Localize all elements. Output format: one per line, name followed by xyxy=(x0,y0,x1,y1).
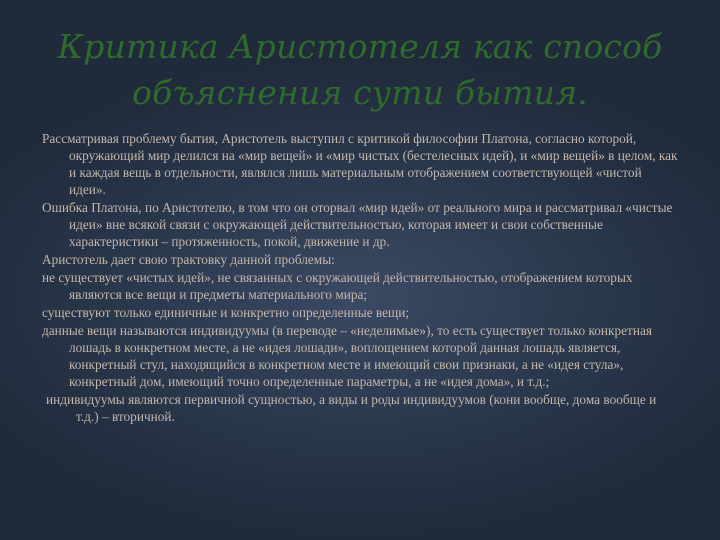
paragraph-single-things: существуют только единичные и конкретно определенные вещи; xyxy=(42,305,410,320)
paragraph-aristotle-view: Аристотель дает свою трактовку данной проблемы: xyxy=(42,252,335,267)
paragraph-no-pure-ideas: не существует «чистых идей», не связанных с окружающей действительностью, отображением которых являются все вещи и предметы материального мира; xyxy=(42,270,633,302)
paragraph-primary-essence: индивидуумы являются первичной сущностью, а виды и роды индивидуумов (кони вообще, дома вообще и т.д.) – вторичной. xyxy=(46,392,657,424)
slide-title: Критика Аристотеля как способ объяснения сути бытия. xyxy=(57,27,663,112)
paragraph-plato-error: Ошибка Платона, по Аристотелю, в том что он оторвал «мир идей» от реального мира и рассматривал «чистые идеи» вне всякой связи с окружающей действительностью, которая имеет и свои собственные характеристики – протяженность, покой, движение и др. xyxy=(42,200,673,249)
slide-body xyxy=(42,130,678,426)
paragraph-critique-intro: Рассматривая проблему бытия, Аристотель выступил с критикой философии Платона, согласно которой, окружающий мир делился на «мир вещей» и «мир чистых (бестелесных идей), и «мир вещей» в целом, как и каждая вещь в отдельности, являлся лишь материальным отображением соответствующей «чистой идеи». xyxy=(42,131,678,197)
paragraph-individuals: данные вещи называются индивидуумы (в переводе – «неделимые»), то есть существует только конкретная лошадь в конкретном месте, а не «идея лошади», воплощением которой данная лошадь является, конкретный стул, находящийся в конкретном месте и имеющий свои признаки, а не «идея стула», конкретный дом, имеющий точно определенные параметры, а не «идея дома», и т.д.; xyxy=(42,323,652,389)
